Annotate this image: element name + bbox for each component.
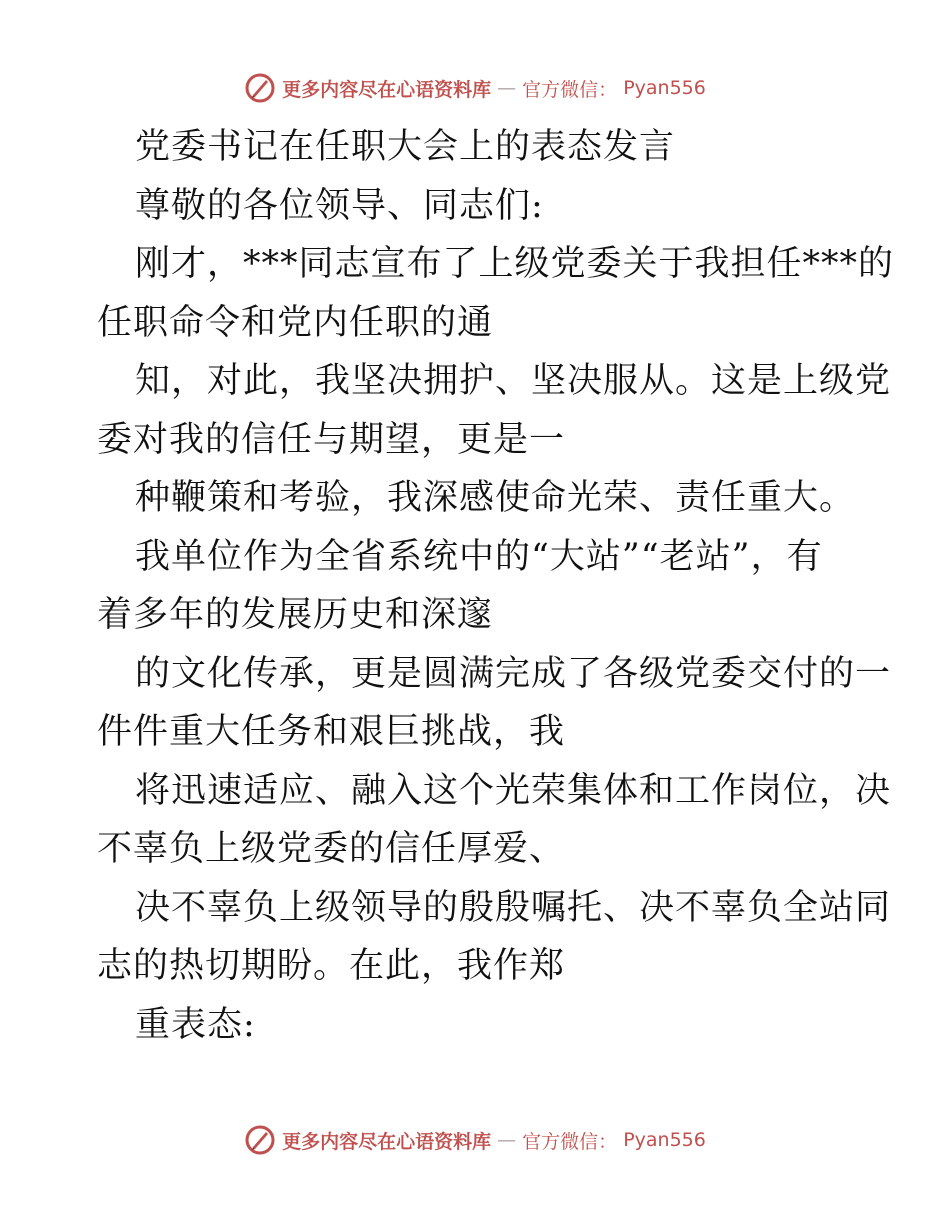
- paragraph-line: 种鞭策和考验，我深感使命光荣、责任重大。: [135, 478, 856, 518]
- paragraph-line: 的文化传承，更是圆满完成了各级党委交付的一: [135, 653, 892, 694]
- paragraph-line: 着多年的发展历史和深邃: [97, 595, 494, 635]
- paragraph-line: 委对我的信任与期望，更是一: [97, 419, 566, 460]
- watermark-main-text: 更多内容尽在心语资料库: [282, 1130, 492, 1153]
- document-body: [97, 118, 895, 1054]
- footer-watermark: [0, 1124, 950, 1156]
- paragraph-line: 重表态:: [135, 1004, 256, 1045]
- paragraph-line: 决不辜负上级领导的殷殷嘱托、决不辜负全站同: [135, 887, 892, 928]
- paragraph-line: 我单位作为全省系统中的“大站”“老站”，有: [135, 536, 823, 577]
- watermark-wechat-id: Pyan556: [623, 77, 706, 99]
- quill-logo-icon: [244, 72, 276, 104]
- document-title: 党委书记在任职大会上的表态发言: [135, 127, 676, 167]
- paragraph-line: 不辜负上级党委的信任厚爱、: [97, 829, 566, 869]
- paragraph-line: 志的热切期盼。在此，我作郑: [97, 946, 566, 986]
- paragraph-line: 刚才，***同志宣布了上级党委关于我担任***的: [135, 244, 895, 284]
- paragraph-line: 件件重大任务和艰巨挑战，我: [97, 712, 566, 752]
- watermark-separator: —: [497, 1129, 517, 1151]
- watermark-wechat-label: 官方微信：: [522, 78, 618, 101]
- quill-logo-icon: [244, 1124, 276, 1156]
- paragraph-line: 知，对此，我坚决拥护、坚决服从。这是上级党: [135, 361, 892, 401]
- watermark-main-text: 更多内容尽在心语资料库: [282, 78, 492, 101]
- salutation: 尊敬的各位领导、同志们:: [135, 185, 544, 226]
- watermark-wechat-label: 官方微信：: [522, 1130, 618, 1153]
- watermark-wechat-id: Pyan556: [623, 1129, 706, 1151]
- header-watermark: [0, 72, 950, 104]
- watermark-separator: —: [497, 77, 517, 99]
- paragraph-line: 任职命令和党内任职的通: [97, 302, 494, 343]
- paragraph-line: 将迅速适应、融入这个光荣集体和工作岗位，决: [135, 770, 892, 811]
